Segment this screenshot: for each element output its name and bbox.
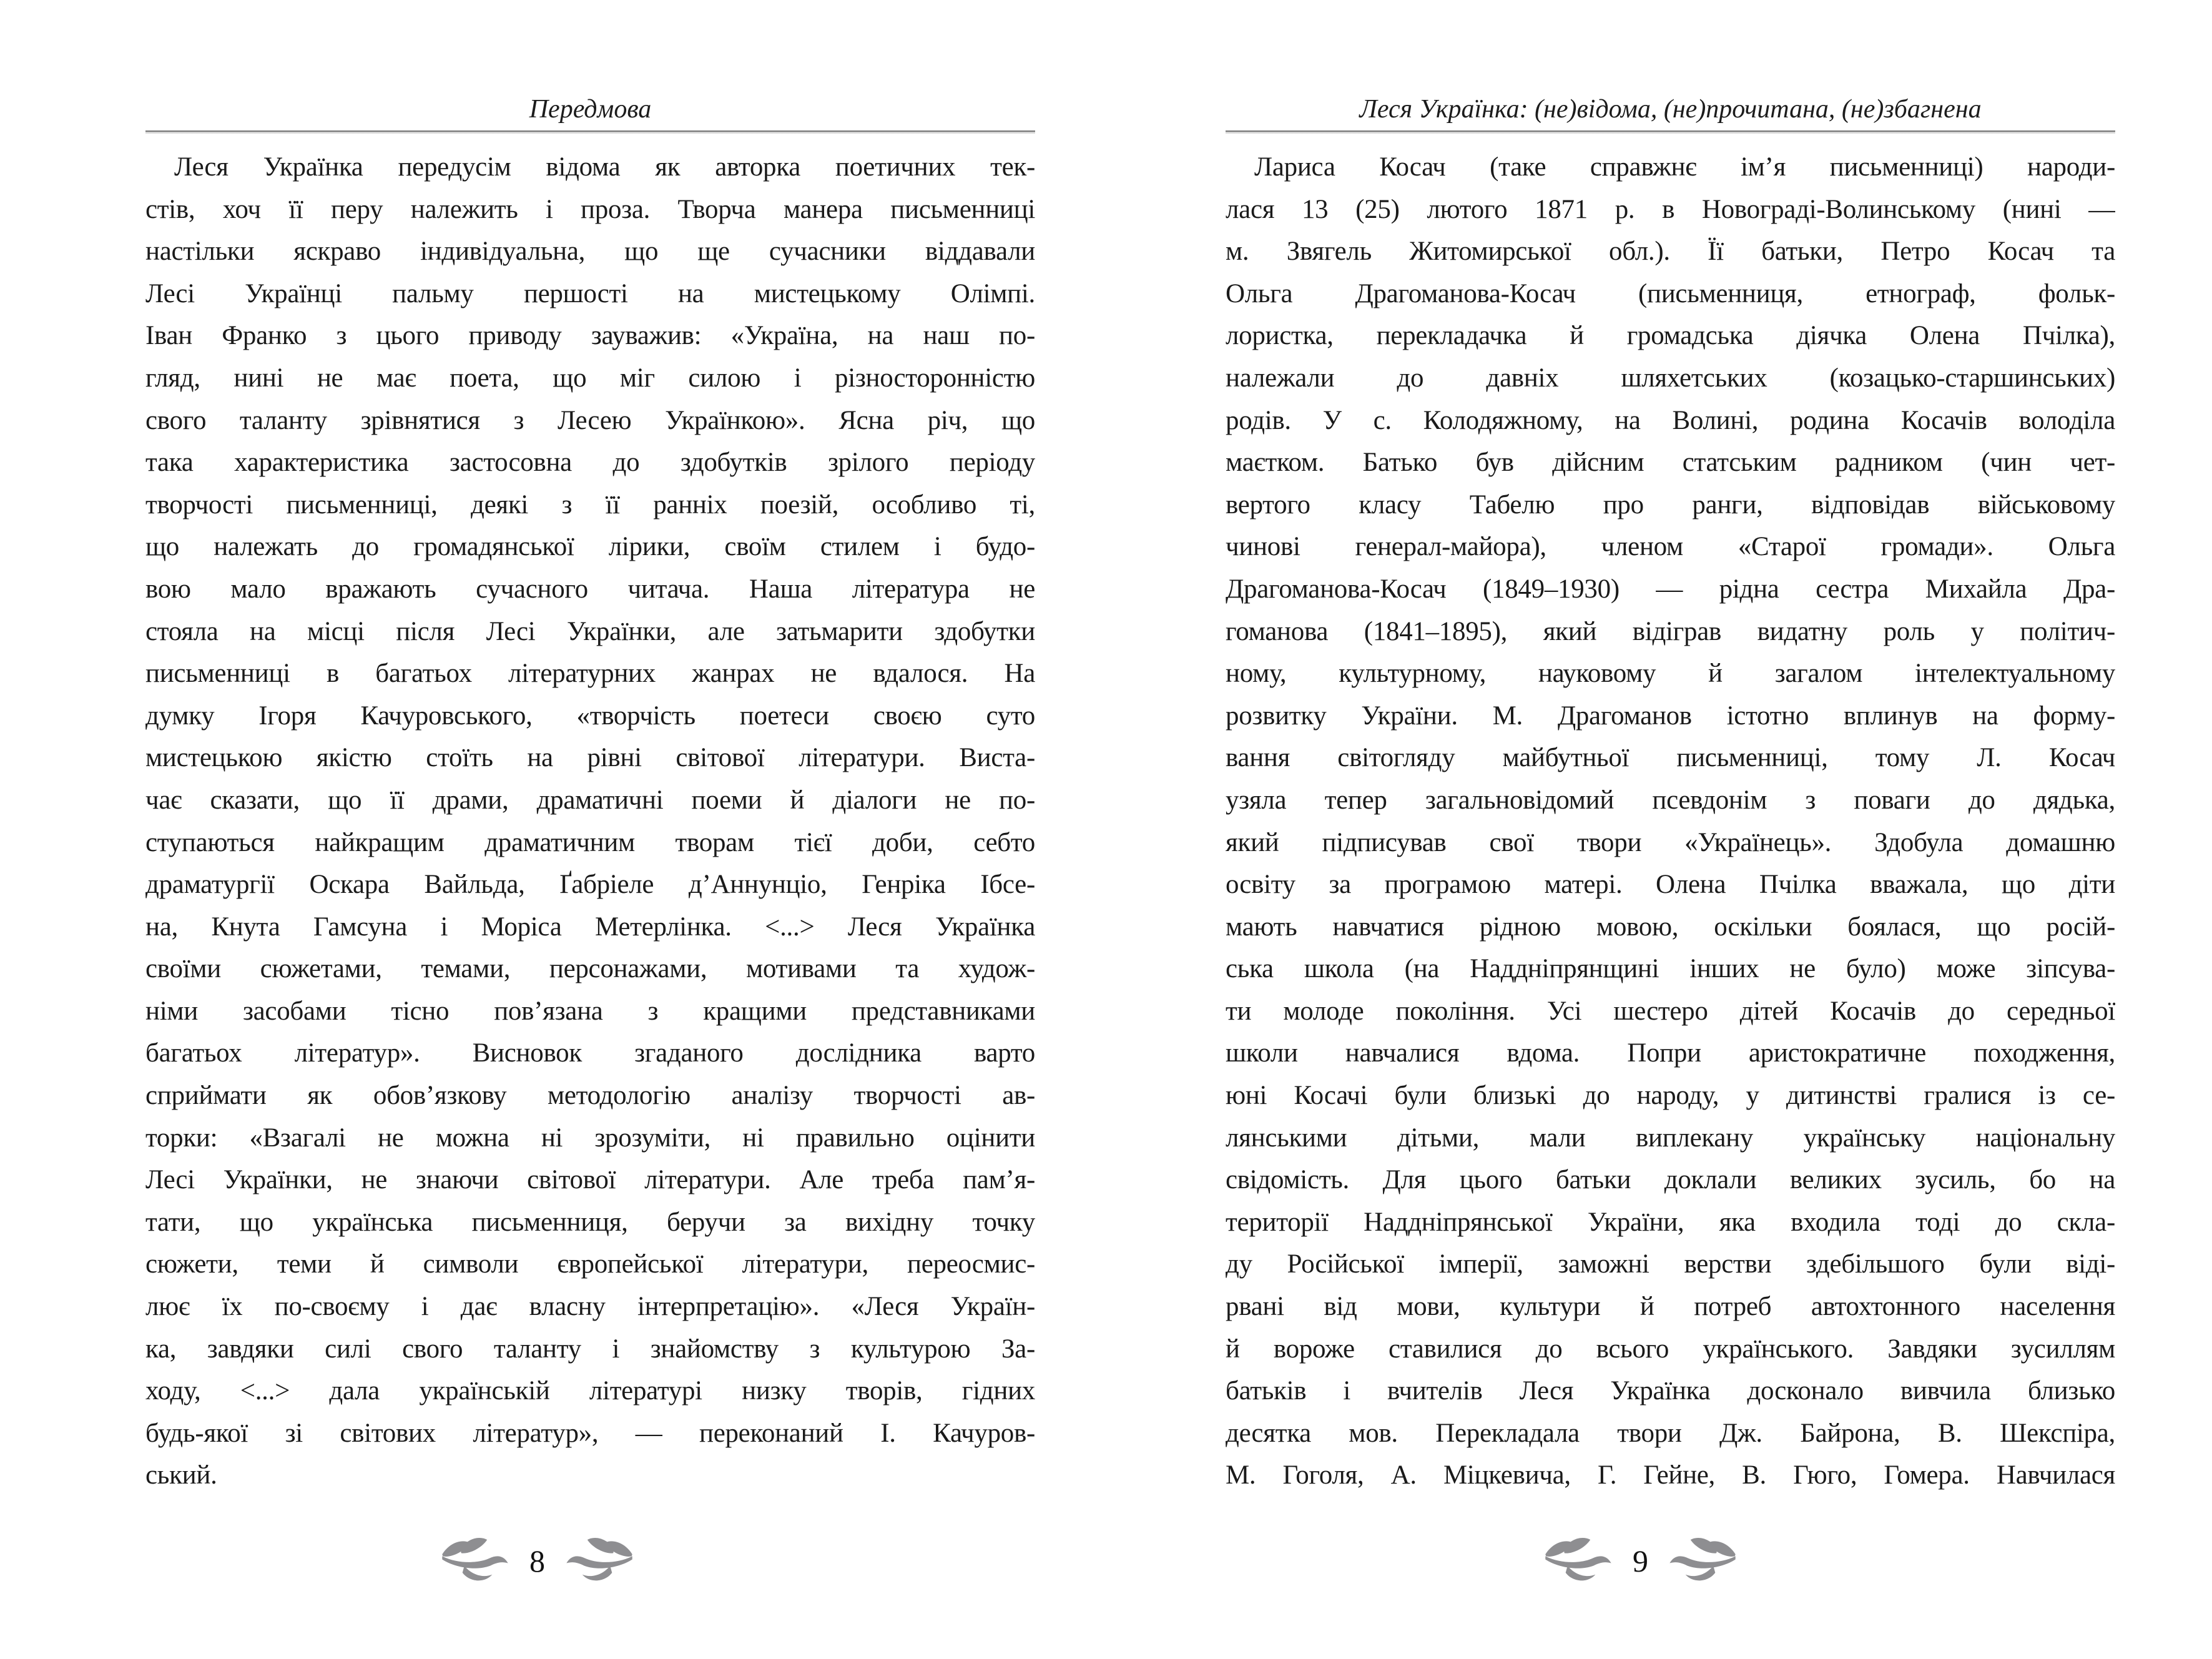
text-line: батьків і вчителів Леся Українка досконало вивчила близько: [1226, 1376, 2115, 1406]
leaf-branch-icon: [1544, 1537, 1614, 1585]
text-line: ська школа (на Наддніпрянщині інших не було) може зіпсува-: [1226, 954, 2115, 984]
text-line: лює їх по-своєму і дає власну інтерпретацію». «Леся Україн-: [145, 1292, 1035, 1322]
leaf-branch-icon: [564, 1537, 634, 1585]
text-line: сприймати як обов’язкову методологію аналізу творчості ав-: [145, 1081, 1035, 1111]
text-line: юні Косачі були близькі до народу, у дитинстві гралися із се-: [1226, 1081, 2115, 1111]
text-line: який підписував свої твори «Українець». Здобула домашню: [1226, 827, 2115, 857]
text-line: свого таланту зрівнятися з Лесею Українкою». Ясна річ, що: [145, 405, 1035, 435]
text-line: узяла тепер загальновідомий псевдонім з поваги до дядька,: [1226, 785, 2115, 815]
page-footer: [1196, 1537, 2085, 1585]
text-line: настільки яскраво індивідуальна, що ще сучасники віддавали: [145, 237, 1035, 267]
page-text: [1226, 146, 2115, 1497]
text-line: що належать до громадянської лірики, своїм стилем і будо-: [145, 532, 1035, 562]
text-line: торки: «Взагалі не можна ні зрозуміти, ні правильно оцінити: [145, 1123, 1035, 1153]
text-line: сюжети, теми й символи європейської літератури, переосмис-: [145, 1249, 1035, 1279]
page-number: 9: [1633, 1543, 1648, 1578]
text-line: родів. У с. Колодяжному, на Волині, родина Косачів володіла: [1226, 405, 2115, 435]
text-line: стояла на місці після Лесі Українки, але затьмарити здобутки: [145, 616, 1035, 646]
text-line: ський.: [145, 1460, 217, 1490]
leaf-branch-icon: [441, 1537, 511, 1585]
text-line: М. Гоголя, А. Міцкевича, Г. Гейне, В. Гюго, Гомера. Навчилася: [1226, 1460, 2115, 1490]
text-line: гляд, нині не має поета, що міг силою і різносторонністю: [145, 363, 1035, 393]
running-header: Передмова: [529, 95, 652, 124]
header-rule: [145, 130, 1035, 134]
text-line: й вороже ставилися до всього українського. Завдяки зусиллям: [1226, 1334, 2115, 1364]
text-line: гоманова (1841–1895), який відіграв видатну роль у політич-: [1226, 616, 2115, 646]
text-line: на, Кнута Гамсуна і Моріса Метерлінка. <...> Леся Українка: [145, 912, 1035, 942]
text-line: багатьох літератур». Висновок згаданого дослідника варто: [145, 1038, 1035, 1068]
text-line: мистецькою якістю стоїть на рівні світової літератури. Виста-: [145, 743, 1035, 773]
leaf-branch-icon: [1667, 1537, 1737, 1585]
text-line: ному, культурному, науковому й загалом інтелектуальному: [1226, 659, 2115, 689]
text-line: думку Ігоря Качуровського, «творчість поетеси своєю суто: [145, 701, 1035, 731]
text-line: вою мало вражають сучасного читача. Наша література не: [145, 574, 1035, 604]
page-number: 8: [529, 1543, 545, 1578]
text-line: лористка, перекладачка й громадська діячка Олена Пчілка),: [1226, 321, 2115, 351]
text-line: своїми сюжетами, темами, персонажами, мотивами та худож-: [145, 954, 1035, 984]
right-page: [1226, 0, 2115, 1659]
text-line: свідомість. Для цього батьки доклали великих зусиль, бо на: [1226, 1165, 2115, 1195]
text-line: драматургії Оскара Вайльда, Ґабріеле д’Аннунціо, Генріка Ібсе-: [145, 870, 1035, 900]
text-line: Ольга Драгоманова-Косач (письменниця, етнограф, фольк-: [1226, 278, 2115, 308]
header-rule: [1226, 130, 2115, 134]
text-line: мають навчатися рідною мовою, оскільки боялася, що росій-: [1226, 912, 2115, 942]
text-line: чає сказати, що її драми, драматичні поеми й діалоги не по-: [145, 785, 1035, 815]
text-line: Драгоманова-Косач (1849–1930) — рідна сестра Михайла Дра-: [1226, 574, 2115, 604]
text-line: м. Звягель Житомирської обл.). Її батьки, Петро Косач та: [1226, 237, 2115, 267]
text-line: маєтком. Батько був дійсним статським радником (чин чет-: [1226, 448, 2115, 478]
text-line: чинові генерал-майора), членом «Старої громади». Ольга: [1226, 532, 2115, 562]
text-line: Лариса Косач (таке справжнє ім’я письменниці) народи-: [1254, 152, 2115, 182]
text-line: німи засобами тісно пов’язана з кращими представниками: [145, 996, 1035, 1026]
text-line: ду Російської імперії, заможні верстви здебільшого були віді-: [1226, 1249, 2115, 1279]
text-line: Леся Українка передусім відома як авторка поетичних тек-: [174, 152, 1035, 182]
text-line: письменниці в багатьох літературних жанрах не вдалося. На: [145, 659, 1035, 689]
text-line: лася 13 (25) лютого 1871 р. в Новограді-Волинському (нині —: [1226, 194, 2115, 224]
text-line: освіту за програмою матері. Олена Пчілка вважала, що діти: [1226, 870, 2115, 900]
text-line: ходу, <...> дала українській літературі низку творів, гідних: [145, 1376, 1035, 1406]
text-line: розвитку України. М. Драгоманов істотно вплинув на форму-: [1226, 701, 2115, 731]
text-line: лянськими дітьми, мали виплекану українську національну: [1226, 1123, 2115, 1153]
text-line: творчості письменниці, деякі з її ранніх поезій, особливо ті,: [145, 490, 1035, 519]
text-line: Лесі Українки, не знаючи світової літератури. Але треба пам’я-: [145, 1165, 1035, 1195]
page-footer: [92, 1537, 982, 1585]
text-line: вертого класу Табелю про ранги, відповідав військовому: [1226, 490, 2115, 519]
text-line: території Наддніпрянської України, яка входила тоді до скла-: [1226, 1207, 2115, 1237]
running-header: Леся Українка: (не)відома, (не)прочитана, (не)збагнена: [1359, 95, 1982, 124]
text-line: стів, хоч її перу належить і проза. Творча манера письменниці: [145, 194, 1035, 224]
text-line: така характеристика застосовна до здобутків зрілого періоду: [145, 448, 1035, 478]
text-line: ка, завдяки силі свого таланту і знайомству з культурою За-: [145, 1334, 1035, 1364]
text-line: тати, що українська письменниця, беручи за вихідну точку: [145, 1207, 1035, 1237]
text-line: належали до давніх шляхетських (козацько-старшинських): [1226, 363, 2115, 393]
text-line: Іван Франко з цього приводу зауважив: «Україна, на наш по-: [145, 321, 1035, 351]
text-line: ти молоде покоління. Усі шестеро дітей Косачів до середньої: [1226, 996, 2115, 1026]
text-line: школи навчалися вдома. Попри аристократичне походження,: [1226, 1038, 2115, 1068]
text-line: Лесі Українці пальму першості на мистецькому Олімпі.: [145, 278, 1035, 308]
text-line: десятка мов. Перекладала твори Дж. Байрона, В. Шекспіра,: [1226, 1418, 2115, 1448]
text-line: ступаються найкращим драматичним творам тієї доби, себто: [145, 827, 1035, 857]
text-line: рвані від мови, культури й потреб автохтонного населення: [1226, 1292, 2115, 1322]
text-line: будь-якої зі світових літератур», — переконаний І. Качуров-: [145, 1418, 1035, 1448]
left-page: [145, 0, 1035, 1659]
text-line: вання світогляду майбутньої письменниці, тому Л. Косач: [1226, 743, 2115, 773]
page-text: [145, 146, 1035, 1497]
